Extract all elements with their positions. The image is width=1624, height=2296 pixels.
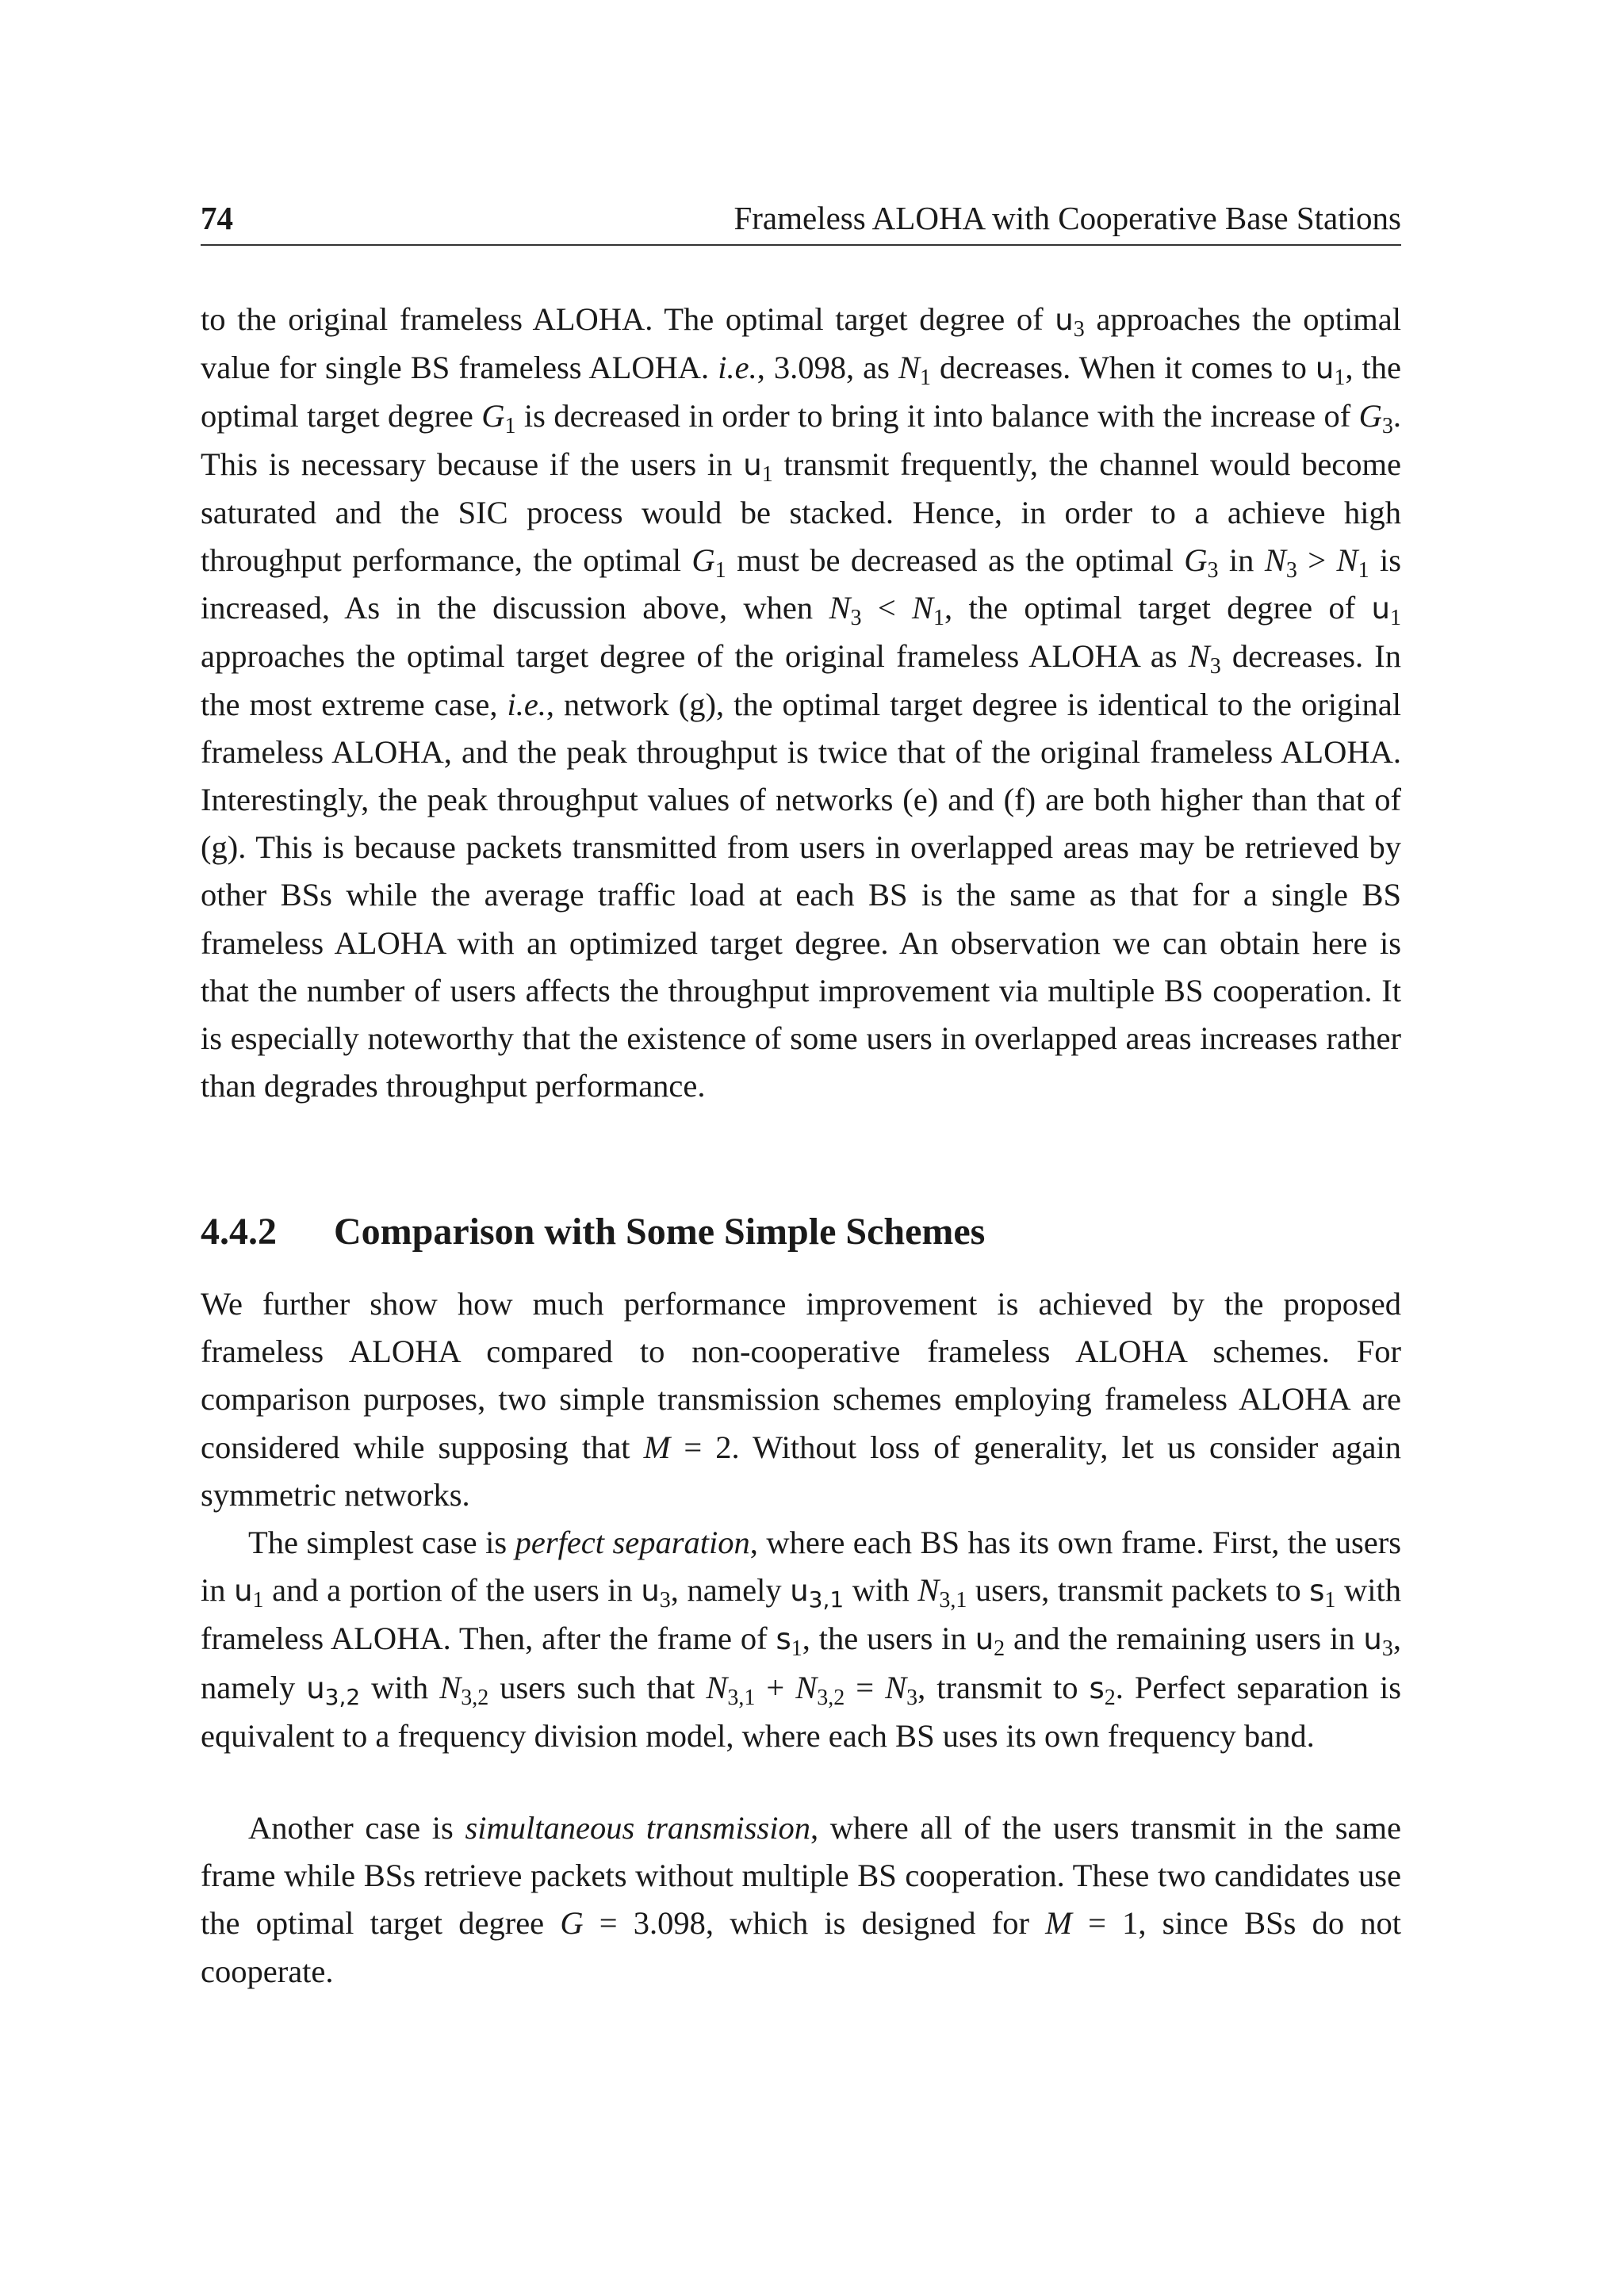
page-header	[201, 197, 1401, 246]
running-title: Frameless ALOHA with Cooperative Base Stations	[733, 200, 1401, 236]
section-number: 4.4.2	[201, 1211, 277, 1253]
section-title: Comparison with Some Simple Schemes	[334, 1211, 986, 1253]
section-heading	[201, 1208, 1401, 1256]
body-paragraph-3: The simplest case is perfect separation, where each BS has its own frame. First, the users in $u_1$ and a portion of the users in $u_3$, namely $u_{3,1}$ with $N_{3,1}$ users, transmit packets to $s_1$ with frameless ALOHA. Then, after the frame of $s_1$, the users in $u_2$ and the remaining users in $u_3$, namely $u_{3,2}$ with $N_{3,2}$ users such that $N_{3,1} + N_{3,2} = N_3$, transmit to $s_2$. Perfect separation is equivalent to a frequency division model, where each BS uses its own frequency band.	[201, 1525, 1401, 1754]
body-paragraph-4: Another case is simultaneous transmission, where all of the users transmit in the same frame while BSs retrieve packets without multiple BS cooperation. These two candidates use the optimal target degree G = 3.098, which is designed for M = 1, since BSs do not cooperate.	[201, 1810, 1402, 1989]
body-paragraph-2: We further show how much performance improvement is achieved by the proposed frameless ALOHA compared to non-cooperative frameless ALOHA schemes. For comparison purposes, two simple transmission schemes employing frameless ALOHA are considered while supposing that M = 2. Without loss of generality, let us consider again symmetric networks.	[201, 1286, 1401, 1513]
body-paragraph-1: to the original frameless ALOHA. The optimal target degree of $u_3$ approaches the optimal value for single BS frameless ALOHA. i.e., 3.098, as $N_1$ decreases. When it comes to $u_1$, the optimal target degree $G_1$ is decreased in order to bring it into balance with the increase of $G_3$. This is necessary because if the users in $u_1$ transmit frequently, the channel would become saturated and the SIC process would be stacked. Hence, in order to a achieve high throughput performance, the optimal $G_1$ must be decreased as the optimal $G_3$ in $N_3 > N_1$ is increased, As in the discussion above, when $N_3 < N_1$, the optimal target degree of $u_1$ approaches the optimal target degree of the original frameless ALOHA as $N_3$ decreases. In the most extreme case, i.e., network (g), the optimal target degree is identical to the original frameless ALOHA, and the peak throughput is twice that of the original frameless ALOHA. Interestingly, the peak throughput values of networks (e) and (f) are both higher than that of (g). This is because packets transmitted from users in overlapped areas may be retrieved by other BSs while the average traffic load at each BS is the same as that for a single BS frameless ALOHA with an optimized target degree. An observation we can obtain here is that the number of users affects the throughput improvement via multiple BS cooperation. It is especially noteworthy that the existence of some users in overlapped areas increases rather than degrades throughput performance.	[201, 301, 1402, 1104]
page-number: 74	[201, 200, 233, 236]
